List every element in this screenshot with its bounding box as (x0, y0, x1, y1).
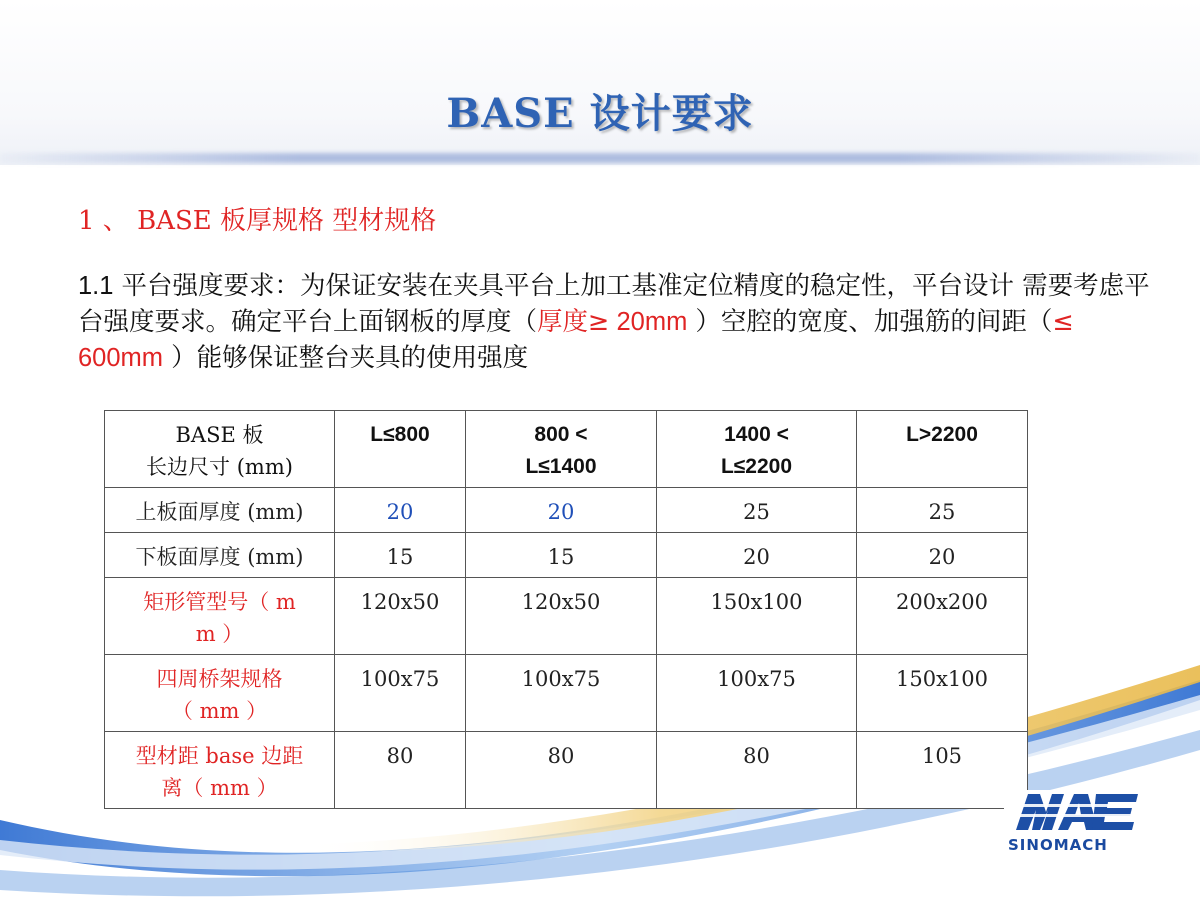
row-label-top-thickness: 上板面厚度 (mm) (105, 488, 335, 533)
table-row (105, 655, 1028, 732)
header-cell-1400-2200: 1400 < L≤2200 (657, 411, 857, 488)
table-cell: 100x75 (657, 655, 857, 732)
table-cell: 25 (857, 488, 1028, 533)
table-cell: 80 (466, 732, 657, 809)
header-cell-l800: L≤800 (335, 411, 466, 488)
table-cell: 120x50 (466, 578, 657, 655)
header-divider (0, 153, 1200, 163)
thickness-value: 20mm (609, 308, 688, 336)
paragraph-text-1: 平台强度要求：为保证安装在夹具平台上加工基准定位精度的稳定性，平台设计 需要考虑平台强度要求。确定平台上面钢板的厚度（ (78, 271, 1150, 337)
header-cell-l2200: L>2200 (857, 411, 1028, 488)
requirement-paragraph (78, 268, 1153, 376)
table-cell: 80 (657, 732, 857, 809)
mae-logo-icon (1012, 790, 1142, 834)
section-heading: 1 、 BASE 板厚规格 型材规格 (78, 206, 437, 236)
table-cell: 150x100 (857, 655, 1028, 732)
table-cell: 20 (335, 488, 466, 533)
table-header-row (105, 411, 1028, 488)
table-cell: 105 (857, 732, 1028, 809)
table-cell: 20 (466, 488, 657, 533)
table-row (105, 533, 1028, 578)
row-label-bottom-thickness: 下板面厚度 (mm) (105, 533, 335, 578)
table-cell: 100x75 (335, 655, 466, 732)
row-label-rect-tube: 矩形管型号（ m m ） (105, 578, 335, 655)
table-cell: 80 (335, 732, 466, 809)
sinomach-logo (1004, 790, 1170, 880)
paragraph-text-2: ）空腔的宽度、加强筋的间距（ (687, 307, 1053, 337)
table-row (105, 488, 1028, 533)
table-cell: 120x50 (335, 578, 466, 655)
table-cell: 15 (466, 533, 657, 578)
header-cell-label: BASE 板 长边尺寸 (mm) (105, 411, 335, 488)
table-cell: 150x100 (657, 578, 857, 655)
thickness-requirement: 厚度≥ (537, 307, 610, 337)
table-cell: 20 (857, 533, 1028, 578)
table-cell: 20 (657, 533, 857, 578)
table-cell: 200x200 (857, 578, 1028, 655)
base-spec-table (104, 410, 1028, 809)
table-cell: 100x75 (466, 655, 657, 732)
table-cell: 15 (335, 533, 466, 578)
table-row (105, 732, 1028, 809)
slide-title: BASE 设计要求 (446, 90, 754, 137)
header-cell-800-1400: 800 < L≤1400 (466, 411, 657, 488)
row-label-profile-distance: 型材距 base 边距 离（ mm ） (105, 732, 335, 809)
spacing-requirement: ≤ (1052, 307, 1074, 337)
spacing-value: 600mm (78, 344, 164, 372)
paragraph-text-3: ）能够保证整台夹具的使用强度 (163, 343, 529, 373)
table-cell: 25 (657, 488, 857, 533)
logo-text: SINOMACH (1008, 836, 1108, 854)
row-label-bridge-frame: 四周桥架规格 （ mm ） (105, 655, 335, 732)
paragraph-number: 1.1 (78, 272, 114, 300)
table-row (105, 578, 1028, 655)
